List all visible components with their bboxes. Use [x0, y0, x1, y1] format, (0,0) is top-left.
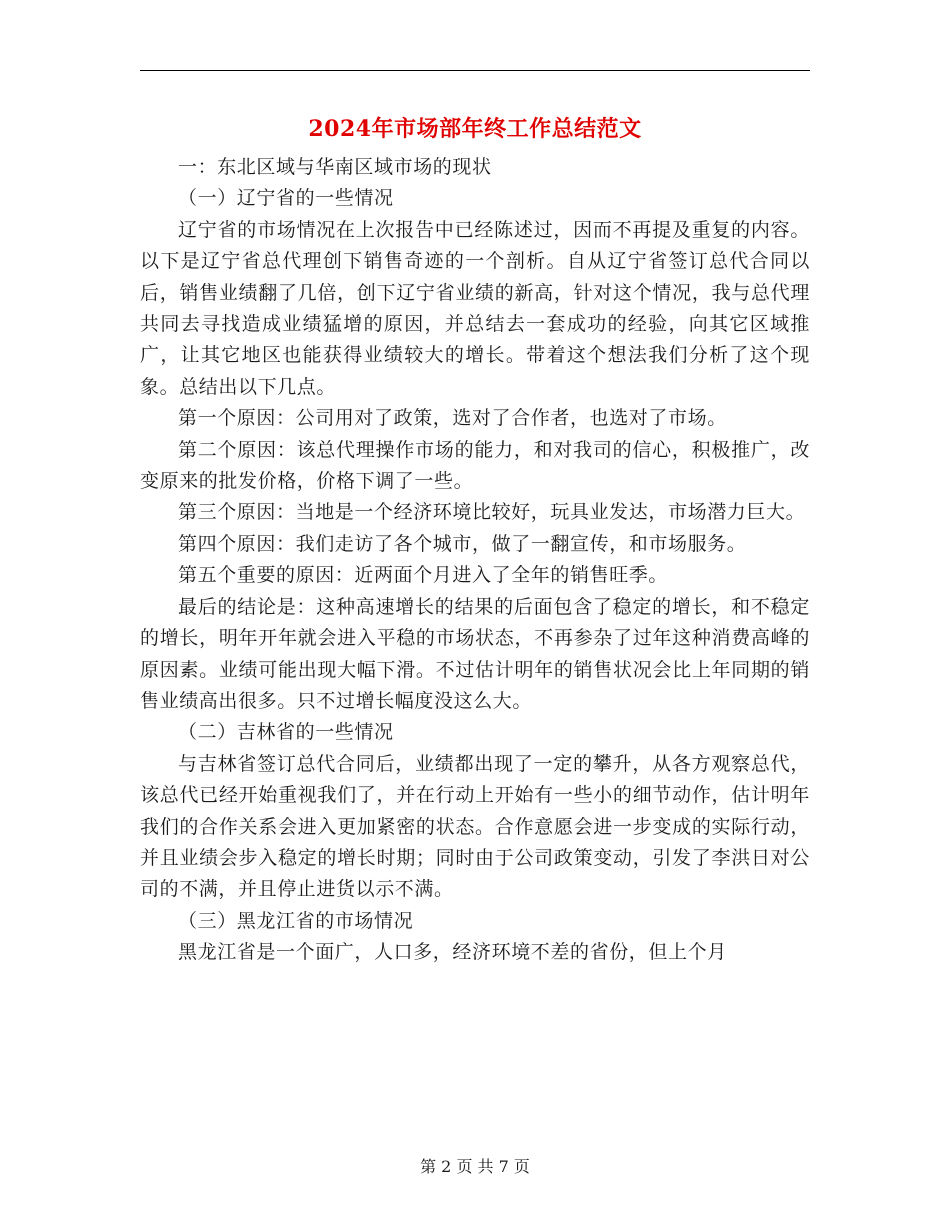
- subsection-heading: （三）黑龙江省的市场情况: [178, 909, 414, 932]
- paragraph: 第四个原因：我们走访了各个城市，做了一翻宣传，和市场服务。: [178, 532, 747, 555]
- section-heading: 一：东北区域与华南区域市场的现状: [178, 156, 492, 178]
- subsection-heading: （二）吉林省的一些情况: [178, 721, 394, 744]
- paragraph: 与吉林省签订总代合同后，业绩都出现了一定的攀升，从各方观察总代，该总代已经开始重视我们了，并在行动上开始有一些小的细节动作，估计明年我们的合作关系会进入更加紧密的状态。合作意愿会进一步变成的实际行动，并且业绩会步入稳定的增长时期；同时由于公司政策变动，引发了李洪日对公司的不满，并且停止进货以示不满。: [140, 752, 810, 901]
- paragraph: 辽宁省的市场情况在上次报告中已经陈述过，因而不再提及重复的内容。以下是辽宁省总代理创下销售奇迹的一个剖析。自从辽宁省签订总代合同以后，销售业绩翻了几倍，创下辽宁省业绩的新高，针对这个情况，我与总代理共同去寻找造成业绩猛增的原因，并总结去一套成功的经验，向其它区域推广，让其它地区也能获得业绩较大的增长。带着这个想法我们分析了这个现象。总结出以下几点。: [140, 218, 810, 398]
- paragraph: 黑龙江省是一个面广，人口多，经济环境不差的省份，但上个月: [178, 941, 727, 964]
- page-footer: 第 2 页 共 7 页: [420, 1157, 530, 1176]
- paragraph: 第二个原因：该总代理操作市场的能力，和对我司的信心，积极推广，改变原来的批发价格，价格下调了一些。: [140, 438, 810, 493]
- paragraph: 第五个重要的原因：近两面个月进入了全年的销售旺季。: [178, 564, 669, 587]
- paragraph: 第一个原因：公司用对了政策，选对了合作者，也选对了市场。: [178, 407, 727, 430]
- document-body: [140, 152, 810, 969]
- paragraph: 第三个原因：当地是一个经济环境比较好，玩具业发达，市场潜力巨大。: [178, 501, 806, 524]
- paragraph: 最后的结论是：这种高速增长的结果的后面包含了稳定的增长，和不稳定的增长，明年开年就会进入平稳的市场状态，不再参杂了过年这种消费高峰的原因素。业绩可能出现大幅下滑。不过估计明年的销售状况会比上年同期的销售业绩高出很多。只不过增长幅度没这么大。: [140, 595, 810, 712]
- document-title: 2024年市场部年终工作总结范文: [308, 116, 642, 142]
- header-rule: [140, 70, 810, 71]
- subsection-heading: （一）辽宁省的一些情况: [178, 187, 394, 210]
